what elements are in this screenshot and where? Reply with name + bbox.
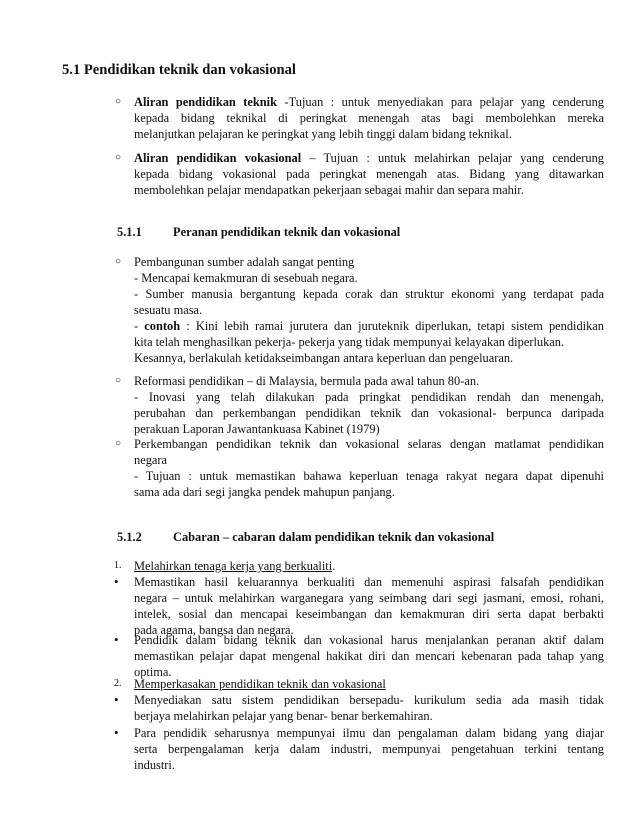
line: Aliran pendidikan teknik -Tujuan : untuk menyediakan para pelajar yang cenderung — [134, 95, 604, 109]
line: serta berpengalaman kerja dalam industri, mempunyai pengetahuan terkini tentang — [134, 742, 604, 756]
line: membolehkan pelajar mendapatkan pekerjaan sebagai mahir dan separa mahir. — [134, 183, 524, 197]
line: Melahirkan tenaga kerja yang berkualiti. — [134, 559, 336, 573]
line: Menyediakan satu sistem pendidikan bersepadu- kurikulum sedia ada masih tidak — [134, 693, 604, 707]
line: - contoh : Kini lebih ramai jurutera dan juruteknik diperlukan, tetapi sistem pendidikan — [134, 319, 604, 333]
line: Reformasi pendidikan – di Malaysia, bermula pada awal tahun 80-an. — [134, 374, 480, 388]
line: kepada bidang vokasional pada peringkat menengah atas. Bidang yang ditawarkan — [134, 167, 604, 181]
circle-bullet-icon: ○ — [115, 96, 122, 107]
list-item-aliran-teknik — [115, 94, 604, 142]
line: - Inovasi yang telah dilakukan pada pringkat pendidikan rendah dan menengah, — [134, 390, 604, 404]
line: sesuatu masa. — [134, 303, 203, 317]
numbered-item-2 — [114, 676, 604, 692]
subsection-number: 5.1.2 — [117, 530, 142, 544]
line: Aliran pendidikan vokasional – Tujuan : untuk melahirkan pelajar yang cenderung — [134, 151, 604, 165]
circle-bullet-icon: ○ — [115, 438, 122, 449]
circle-bullet-icon: ○ — [115, 256, 122, 267]
line: Pendidik dalam bidang teknik dan vokasional harus menjalankan peranan aktif dalam — [134, 633, 604, 647]
disc-bullet-icon: • — [114, 692, 119, 707]
bold-term: contoh — [144, 319, 181, 333]
line: Pembangunan sumber adalah sangat penting — [134, 255, 355, 269]
line — [134, 676, 604, 692]
line: perakuan Laporan Jawantankuasa Kabinet (1979) — [134, 422, 380, 436]
line: Para pendidik seharusnya mempunyai ilmu dan pengalaman dalam bidang yang diajar — [134, 726, 604, 740]
line: - Tujuan : untuk memastikan bahawa keperluan tenaga rakyat negara dapat dipenuhi — [134, 469, 604, 483]
line: negara – untuk melahirkan warganegara yang seimbang dari segi jasmani, emosi, rohani, — [134, 591, 604, 605]
numbered-item-1 — [114, 558, 604, 574]
item-number: 2. — [114, 678, 122, 689]
subsection-title: Cabaran – cabaran dalam pendidikan teknik dan vokasional — [173, 530, 495, 544]
list-item-aliran-vokasional — [115, 150, 604, 198]
line: optima. — [134, 665, 172, 679]
line: berjaya melahirkan pelajar yang benar- benar berkemahiran. — [134, 709, 433, 723]
line: melanjutkan pelajaran ke peringkat yang lebih tinggi dalam bidang teknikal. — [134, 127, 512, 141]
list-item-pendidik — [114, 632, 604, 680]
bold-term: Aliran pendidikan teknik — [134, 95, 278, 109]
subsection-title: Peranan pendidikan teknik dan vokasional — [173, 225, 401, 239]
list-item-memastikan — [114, 574, 604, 638]
circle-bullet-icon: ○ — [115, 375, 122, 386]
underlined-heading: Melahirkan tenaga kerja yang berkualiti — [134, 559, 333, 573]
bold-term: Aliran pendidikan vokasional — [134, 151, 302, 165]
disc-bullet-icon: • — [114, 725, 119, 740]
line: - Mencapai kemakmuran di sesebuah negara. — [134, 271, 358, 285]
item-number: 1. — [114, 560, 122, 571]
subsection-heading-511 — [117, 224, 400, 240]
list-item-perkembangan — [115, 436, 604, 500]
circle-bullet-icon: ○ — [115, 152, 122, 163]
subsection-heading-512 — [117, 529, 494, 545]
list-item-menyediakan — [114, 692, 604, 724]
line: memastikan pelajar dapat mengenal hakikat diri dan mencari kebenaran pada tahap yang — [134, 649, 604, 663]
line: intelek, sosial dan mencapai keseimbangan dan kemakmuran diri serta dapat berbakti — [134, 607, 604, 621]
line: industri. — [134, 758, 175, 772]
disc-bullet-icon: • — [114, 574, 119, 589]
line: negara — [134, 453, 168, 467]
section-heading: 5.1 Pendidikan teknik dan vokasional — [62, 62, 296, 78]
subsection-number: 5.1.1 — [117, 225, 142, 239]
line: kepada bidang teknikal di peringkat menengah atas bagi membolehkan mereka — [134, 111, 604, 125]
line: Memastikan hasil keluarannya berkualiti dan memenuhi aspirasi falsafah pendidikan — [134, 575, 604, 589]
line: pada agama, bangsa dan negara. — [134, 623, 294, 637]
underlined-heading: Memperkasakan pendidikan teknik dan vokasional — [134, 677, 386, 691]
line: - Sumber manusia bergantung kepada corak dan struktur ekonomi yang terdapat pada — [134, 287, 604, 301]
line: Perkembangan pendidikan teknik dan vokasional selaras dengan matlamat pendidikan — [134, 437, 604, 451]
list-item-pembangunan — [115, 254, 604, 366]
line: Kesannya, berlakulah ketidakseimbangan antara keperluan dan pengeluaran. — [134, 351, 514, 365]
list-item-reformasi — [115, 373, 604, 437]
disc-bullet-icon: • — [114, 632, 119, 647]
list-item-para-pendidik — [114, 725, 604, 773]
line: perubahan dan perkembangan pendidikan teknik dan vokasional- berpunca daripada — [134, 406, 604, 420]
line: sama ada dari segi jangka pendek mahupun panjang. — [134, 485, 395, 499]
line: kita telah menghasilkan pekerja- pekerja yang tidak mempunyai kelayakan diperlukan. — [134, 335, 565, 349]
